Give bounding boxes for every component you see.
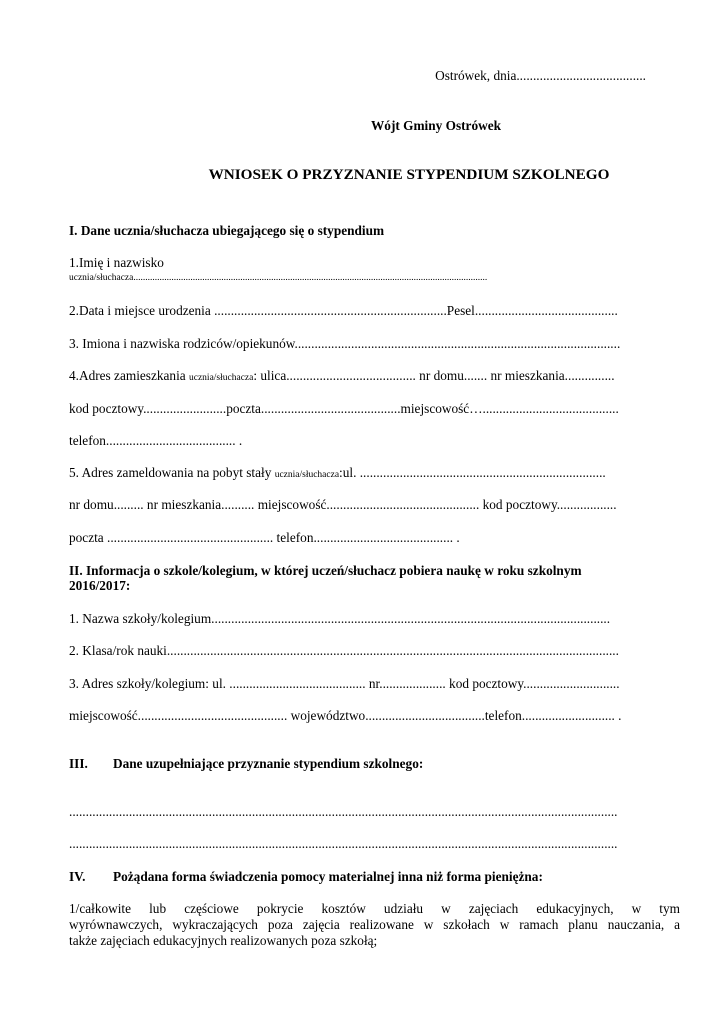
section-4-heading	[69, 869, 680, 885]
registration-post-field[interactable]: poczta .................................................. telefon.......................................... .	[69, 530, 460, 545]
section-3-heading	[69, 756, 680, 772]
form-title: WNIOSEK O PRZYZNANIE STYPENDIUM SZKOLNEGO	[208, 166, 610, 183]
section-1-heading: I. Dane ucznia/słuchacza ubiegającego się o stypendium	[69, 223, 385, 238]
supplementary-line-1[interactable]: .....................................................................................................................................................................	[69, 804, 618, 819]
phone-field[interactable]: telefon....................................... .	[69, 433, 243, 448]
parents-field[interactable]: 3. Imiona i nazwiska rodziców/opiekunów..................................................................................................	[69, 336, 621, 351]
name-label: 1.Imię i nazwisko	[69, 255, 164, 270]
section-4-numeral: IV.	[69, 869, 86, 884]
school-name-field[interactable]: 1. Nazwa szkoły/kolegium........................................................................................................................	[69, 611, 611, 626]
birth-pesel-field[interactable]: 2.Data i miejsce urodzenia ......................................................................Pesel...........................................	[69, 303, 618, 318]
registration-small-label: ucznia/słuchacza	[274, 470, 340, 480]
address-field[interactable]	[69, 368, 680, 386]
school-locality-field[interactable]: miejscowość............................................. województwo....................................telefon............................ .	[69, 708, 622, 723]
registration-prefix: 5. Adres zameldowania na pobyt stały	[69, 465, 275, 480]
section-4-paragraph-line2: wyrównawczych, wykraczających poza zajęcia realizowane w szkołach w ramach planu nauczania, a	[69, 917, 680, 932]
supplementary-line-2[interactable]: .....................................................................................................................................................................	[69, 836, 618, 851]
postal-field[interactable]: kod pocztowy.........................poczta..........................................miejscowość….........................................	[69, 401, 619, 416]
section-4-title: Pożądana forma świadczenia pomocy materialnej inna niż forma pieniężna:	[113, 869, 543, 884]
section-3-title: Dane uzupełniające przyznanie stypendium szkolnego:	[113, 756, 424, 771]
registration-rest: :ul. ..........................................................................	[339, 465, 606, 480]
address-small-label: ucznia/słuchacza	[189, 373, 254, 383]
name-field[interactable]: ucznia/słuchacza.....................................................................................................................................................	[69, 273, 488, 283]
class-field[interactable]: 2. Klasa/rok nauki........................................................................................................................................	[69, 643, 619, 658]
section-2-heading-line2: 2016/2017:	[69, 578, 131, 593]
address-rest: : ulica....................................... nr domu....... nr mieszkania...............	[253, 368, 615, 383]
section-3-numeral: III.	[69, 756, 88, 771]
address-prefix: 4.Adres zamieszkania	[69, 368, 189, 383]
section-2-heading-line1: II. Informacja o szkole/kolegium, w której uczeń/słuchacz pobiera naukę w roku szkolnym	[69, 563, 582, 578]
registration-house-field[interactable]: nr domu......... nr mieszkania.......... miejscowość.............................................. kod pocztowy..................	[69, 497, 617, 512]
place-date-line: Ostrówek, dnia.......................................	[435, 68, 646, 83]
recipient: Wójt Gminy Ostrówek	[371, 118, 502, 133]
registration-address-field[interactable]	[69, 465, 680, 483]
section-4-paragraph-line3: także zajęciach edukacyjnych realizowanych poza szkołą;	[69, 933, 378, 948]
school-address-field[interactable]: 3. Adres szkoły/kolegium: ul. ......................................... nr.................... kod pocztowy.............................	[69, 676, 620, 691]
section-4-paragraph-line1: 1/całkowite lub częściowe pokrycie kosztów udziału w zajęciach edukacyjnych, w tym	[69, 901, 680, 916]
